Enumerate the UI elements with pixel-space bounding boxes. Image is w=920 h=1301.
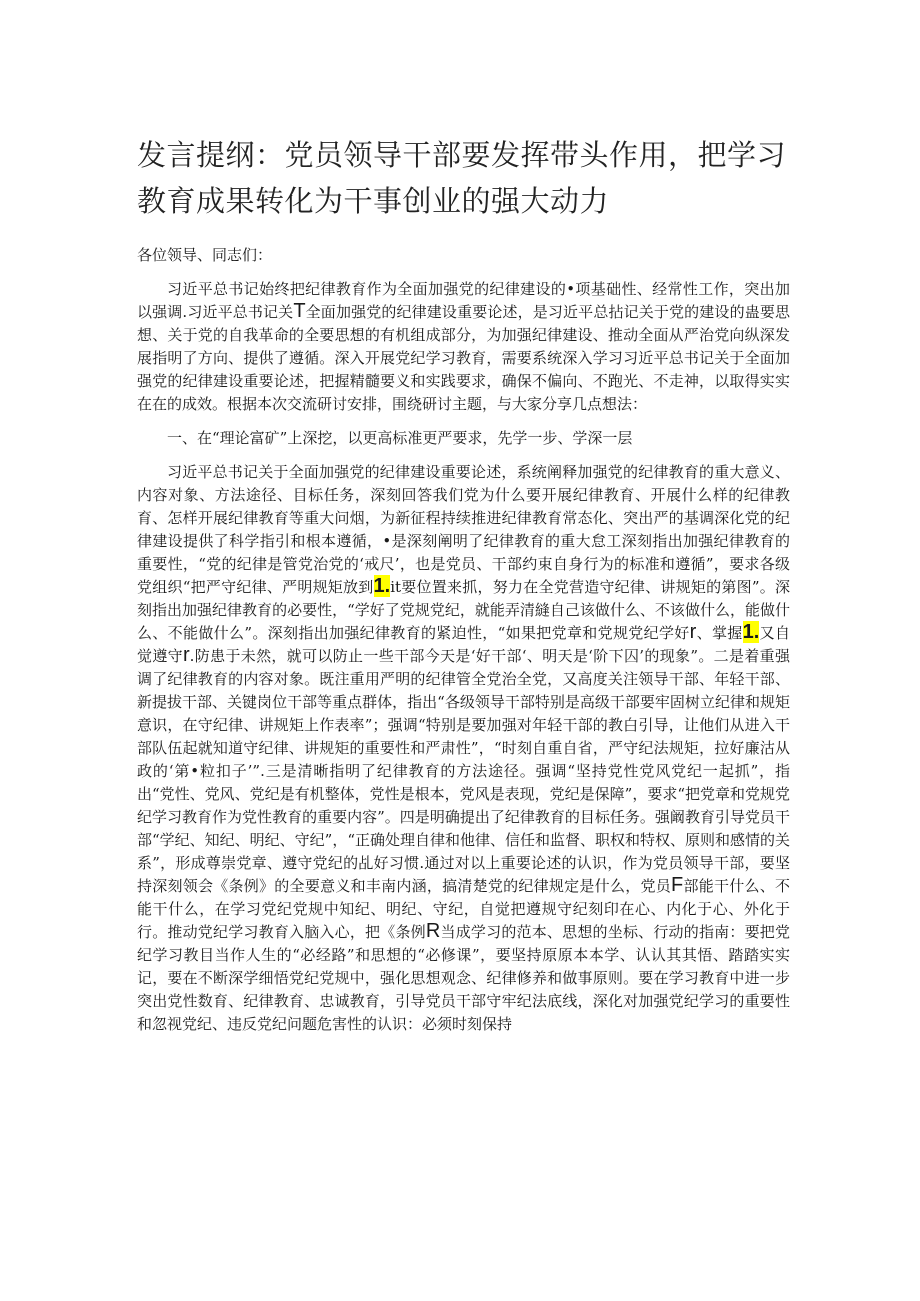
text-run: 习近平总书记始终把纪律教育作为全面加强党的纪律建设的•项基础性、经常性工作，突出加以强调.习近平总书记关 (137, 280, 790, 321)
text-run: it要位置来抓，努力在全党营造守纪律、讲规矩的第图”。深刻指出加强纪律教育的必要性，“学好了党规党纪，就能弄清縫自己该做什么、不该做什么，能做什么、不能做什么”。深刻指出加强纪律教育的紧迫性，“如果把党章和党规党纪学好 (137, 578, 791, 642)
text-run: 习近平总书记关于全面加强党的纪律建设重要论述，系统阐释加强党的纪律教育的重大意义、内容对象、方法途径、目标任务，深刻回答我们党为什么要开展纪律教育、开展什么样的纪律教育、怎样开展纪律教育等重大问烟，为新征程持续推进纪律教育常态化、突出严的基调深化党的纪律建设提供了科学指引和根本遵循，•是深刻阐明了纪律教育的重大怠工深刻指出加强纪律教育的重要性，“党的纪律是管党治党的‘戒尺’，也是党员、干部约束自身行为的标准和遵循”，要求各级党组织“把严守纪律、严明规矩放到 (137, 463, 790, 596)
text-run: 当成学习的范本、思想的坐标、行动的指南：要把党纪学习教目当作人生的“必经路”和思想的“必修课”，要坚持原原本本学、认认其其悟、踏踏实实记，要在不断深学细悟党纪党规中，强化思想观念、纪律修养和做事原则。要在学习教育中进一步突出党性数育、纪律教育、忠诚教育，引导党员干部守牢纪法底线，深化对加强党纪学习的重要性和忽视党纪、违反党纪问题危害性的认识：必须时刻保持 (137, 923, 790, 1033)
ocr-glyph: r (689, 621, 697, 643)
document-page (137, 132, 790, 1036)
highlighted-glyph: 1. (742, 621, 760, 643)
salutation: 各位领导、同志们： (137, 246, 273, 264)
text-run: 部能干什么、不能干什么，在学习党纪党规中知纪、明纪、守纪，自觉把遵规守纪刻印在心、内化于心、外化于行。推动党纪学习教育入脑入心，把《条例 (137, 877, 790, 941)
section-heading-1: 一、在“理论富矿”上深挖，以更高标准更严要求，先学一步、学深一层 (167, 429, 633, 447)
paragraph-section-1 (137, 461, 790, 1036)
document-title: 发言提纲：党员领导干部要发挥带头作用，把学习教育成果转化为干事创业的强大动力 (137, 138, 787, 218)
ocr-glyph: r (183, 644, 190, 666)
text-run: 全面加强党的纪律建设重要论述，是习近平总拈记关于党的建设的蛊要思想、关于党的自我革命的全要思想的有机组成部分，为加强纪律建设、推动全面从严治党向纵深发展指明了方向、提供了遵循。深入开展党纪学习教育，需要系统深入学习习近平总书记关于全面加强党的纪律建设重要论述，把握精髓要义和实践要求，确保不偏向、不跑光、不走神，以取得实实在在的成效。根据本次交流研讨安排，围绕研讨主题，与大家分享几点想法： (137, 303, 790, 413)
text-run: 、掌握 (696, 624, 743, 642)
ocr-glyph: R (425, 920, 441, 942)
highlighted-glyph: 1. (373, 575, 391, 597)
ocr-glyph: T (293, 300, 306, 322)
paragraph-intro (137, 278, 790, 416)
ocr-glyph: F (670, 874, 684, 896)
text-run: 又自觉遵守 (137, 624, 790, 665)
text-run: .防患于未然，就可以防止一些干部今天是‘好干部‘、明天是‘阶下囚’的现象”。二是着重强调了纪律教育的内容对象。既注重用严明的纪律管全党治全党，又高度关注领导干部、年轻干部、新提拔干部、关键岗位干部等重点群体，指出“各级领导干部特别是高级干部要牢固树立纪律和规矩意识，在守纪律、讲规矩上作表率”；强调“特别是要加强对年轻干部的教白引导，让他们从进入干部队伍起就知道守纪律、讲规矩的重要性和严肃性”，“时刻自重自省，严守纪法规矩，拉好廉沽从政的‘第•粒扣子’”.三是清晰指明了纪律教育的方法途径。强调“坚持党性党风党纪一起抓”，指出“党性、党风、党纪是有机整体，党性是根本，党风是表现，党纪是保障”，要求“把党章和党规党纪学习教育作为党性教育的重要内容”。四是明确提出了纪律教育的目标任务。强阚教育引导党员干部“学纪、知纪、明纪、守纪”，“正确处理自律和他律、信任和监督、职权和特权、原则和感情的关系”，形成尊崇党章、遵守党纪的乩好习惯.通过对以上重要论述的认识，作为党员领导干部，要坚持深刻领会《条例》的全要意义和丰南内涵，搞清楚党的纪律规定是什么，党员 (137, 647, 791, 895)
